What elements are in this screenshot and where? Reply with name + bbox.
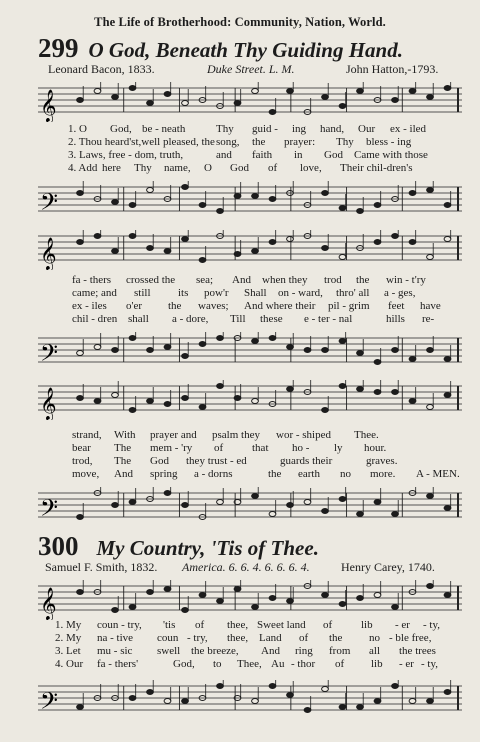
note-head xyxy=(147,101,154,106)
note-head xyxy=(199,593,206,598)
note-head xyxy=(77,191,84,196)
verse-block xyxy=(55,619,440,671)
bass-staff xyxy=(38,680,462,720)
staff-lines xyxy=(38,580,462,620)
note-head xyxy=(147,246,154,251)
staff-lines xyxy=(38,680,462,720)
note-head xyxy=(182,354,189,359)
note-head xyxy=(269,110,276,115)
hymn-number: 300 xyxy=(38,531,79,561)
note-head xyxy=(182,503,189,508)
clef: 𝄢 xyxy=(40,494,59,527)
note-head xyxy=(112,348,119,353)
note-head xyxy=(129,203,136,208)
note-head xyxy=(444,393,451,398)
note-head xyxy=(252,89,259,94)
note-head xyxy=(252,194,259,199)
note-head xyxy=(269,512,276,517)
lyric-line: 2. Thou heard'st,well pleased, the song, the prayer: Thy bless - ing xyxy=(68,136,412,148)
note-head xyxy=(409,89,416,94)
note-head xyxy=(269,197,276,202)
note-head xyxy=(164,491,171,496)
clef: 𝄞 xyxy=(40,237,57,270)
note-head xyxy=(77,396,84,401)
note-head xyxy=(147,590,154,595)
lyric-line: 2. My na - tive coun - try, thee, Land of the no - ble free, xyxy=(55,632,432,644)
note-head xyxy=(427,405,434,410)
note-head xyxy=(147,348,154,353)
hymn-author: Leonard Bacon, 1833. xyxy=(48,62,155,76)
note-head xyxy=(112,393,119,398)
note-head xyxy=(77,515,84,520)
note-head xyxy=(392,348,399,353)
note-head xyxy=(129,234,136,239)
note-head xyxy=(252,699,259,704)
note-head xyxy=(129,605,136,610)
note-head xyxy=(77,705,84,710)
note-head xyxy=(217,500,224,505)
lyric-line: fa - thers crossed the sea; And when they trod the win - t'ry xyxy=(72,274,426,286)
note-head xyxy=(112,503,119,508)
clef: 𝄞 xyxy=(40,89,57,122)
note-head xyxy=(444,506,451,511)
note-head xyxy=(147,188,154,193)
note-head xyxy=(427,584,434,589)
note-head xyxy=(427,188,434,193)
lyric-line: ex - iles o'er the waves; And where their pil - grim feet have xyxy=(72,300,441,312)
treble-staff xyxy=(38,580,462,620)
note-head xyxy=(129,86,136,91)
lyric-line: 3. Let mu - sic swell the breeze, And ring from all the trees xyxy=(55,645,436,657)
note-head xyxy=(217,209,224,214)
note-head xyxy=(234,252,241,257)
clef: 𝄢 xyxy=(40,339,59,372)
note-head xyxy=(322,593,329,598)
note-head xyxy=(357,512,364,517)
lyric-line: 4. Our fa - thers' God, to Thee, Au - thor of lib - er - ty, xyxy=(55,658,439,670)
note-head xyxy=(322,408,329,413)
note-head xyxy=(339,104,346,109)
note-head xyxy=(409,399,416,404)
bass-staff xyxy=(38,181,462,221)
note-head xyxy=(444,357,451,362)
note-head xyxy=(427,348,434,353)
staff-lines xyxy=(38,487,462,527)
note-head xyxy=(112,200,119,205)
note-head xyxy=(322,348,329,353)
note-head xyxy=(339,602,346,607)
lyric-line: came; and still its pow'r Shall on - ward, thro' all a - ges, xyxy=(72,287,416,299)
note-head xyxy=(164,699,171,704)
note-head xyxy=(287,693,294,698)
hymn-tune: America. 6. 6. 4. 6. 6. 6. 4. xyxy=(182,560,310,574)
note-head xyxy=(77,98,84,103)
note-head xyxy=(322,191,329,196)
note-head xyxy=(339,339,346,344)
hymn-title: My Country, 'Tis of Thee. xyxy=(96,536,319,560)
note-head xyxy=(182,185,189,190)
note-head xyxy=(94,399,101,404)
note-head xyxy=(392,684,399,689)
note-head xyxy=(392,512,399,517)
note-head xyxy=(77,590,84,595)
note-head xyxy=(182,237,189,242)
note-head xyxy=(357,209,364,214)
note-head xyxy=(287,387,294,392)
note-head xyxy=(94,89,101,94)
note-head xyxy=(339,497,346,502)
note-head xyxy=(427,699,434,704)
note-head xyxy=(374,593,381,598)
note-head xyxy=(252,339,259,344)
verse-block xyxy=(72,429,460,481)
note-head xyxy=(409,357,416,362)
note-head xyxy=(147,399,154,404)
verse-block xyxy=(72,274,441,326)
note-head xyxy=(392,390,399,395)
section-header: The Life of Brotherhood: Community, Nation, World. xyxy=(94,15,386,29)
note-head xyxy=(322,687,329,692)
note-head xyxy=(339,384,346,389)
note-head xyxy=(427,255,434,260)
verse-block xyxy=(68,123,428,175)
note-head xyxy=(444,593,451,598)
note-head xyxy=(444,690,451,695)
note-head xyxy=(357,89,364,94)
note-head xyxy=(234,396,241,401)
hymn-title-line xyxy=(38,33,403,64)
note-head xyxy=(287,237,294,242)
note-head xyxy=(182,699,189,704)
note-head xyxy=(444,203,451,208)
note-head xyxy=(217,384,224,389)
note-head xyxy=(182,396,189,401)
staff-lines xyxy=(38,82,462,122)
treble-staff xyxy=(38,230,462,270)
staff-lines xyxy=(38,181,462,221)
note-head xyxy=(164,345,171,350)
note-head xyxy=(339,206,346,211)
lyric-line: trod, The God they trust - ed guards their graves. xyxy=(72,455,398,467)
note-head xyxy=(374,360,381,365)
note-head xyxy=(409,191,416,196)
staff-lines xyxy=(38,230,462,270)
note-head xyxy=(374,500,381,505)
note-head xyxy=(164,249,171,254)
note-head xyxy=(129,696,136,701)
note-head xyxy=(392,98,399,103)
staff-lines xyxy=(38,380,462,420)
note-head xyxy=(199,258,206,263)
note-head xyxy=(444,237,451,242)
note-head xyxy=(217,684,224,689)
note-head xyxy=(252,399,259,404)
lyric-line: 3. Laws, free - dom, truth, and faith in God Came with those xyxy=(68,149,428,161)
note-head xyxy=(112,95,119,100)
hymn-composer: Henry Carey, 1740. xyxy=(341,560,435,574)
note-head xyxy=(252,494,259,499)
note-head xyxy=(374,390,381,395)
note-head xyxy=(357,596,364,601)
lyric-line: 1. O God, be - neath Thy guid - ing hand, Our ex - iled xyxy=(68,123,427,135)
note-head xyxy=(322,509,329,514)
note-head xyxy=(374,699,381,704)
note-head xyxy=(77,240,84,245)
note-head xyxy=(164,402,171,407)
note-head xyxy=(129,408,136,413)
note-head xyxy=(164,587,171,592)
note-head xyxy=(129,500,136,505)
note-head xyxy=(357,705,364,710)
lyric-line: chil - dren shall a - dore, Till these e - ter - nal hills re- xyxy=(72,313,435,325)
note-head xyxy=(357,351,364,356)
note-head xyxy=(269,240,276,245)
note-head xyxy=(147,690,154,695)
lyric-line: strand, With prayer and psalm they wor - shiped Thee. xyxy=(72,429,379,441)
note-head xyxy=(427,494,434,499)
note-head xyxy=(269,336,276,341)
clef: 𝄢 xyxy=(40,687,59,720)
note-head xyxy=(287,89,294,94)
note-head xyxy=(77,351,84,356)
note-head xyxy=(392,234,399,239)
note-head xyxy=(392,605,399,610)
hymn-composer: John Hatton,-1793. xyxy=(346,62,439,76)
note-head xyxy=(287,345,294,350)
treble-staff xyxy=(38,380,462,420)
lyric-line: move, And spring a - dorns the earth no more. A - MEN. xyxy=(72,468,460,480)
note-head xyxy=(94,345,101,350)
note-head xyxy=(112,249,119,254)
staff-lines xyxy=(38,332,462,372)
note-head xyxy=(199,203,206,208)
lyric-line: 1. My coun - try, 'tis of thee, Sweet land of lib - er - ty, xyxy=(55,619,441,631)
bass-staff xyxy=(38,487,462,527)
note-head xyxy=(234,194,241,199)
clef: 𝄢 xyxy=(40,188,59,221)
treble-staff xyxy=(38,82,462,122)
note-head xyxy=(409,699,416,704)
note-head xyxy=(252,249,259,254)
note-head xyxy=(409,240,416,245)
note-head xyxy=(199,405,206,410)
hymn-number: 299 xyxy=(38,33,79,63)
note-head xyxy=(234,587,241,592)
hymn-author: Samuel F. Smith, 1832. xyxy=(45,560,158,574)
note-head xyxy=(304,500,311,505)
hymn-title-line xyxy=(38,531,319,562)
note-head xyxy=(129,336,136,341)
hymn-tune: Duke Street. L. M. xyxy=(207,62,295,76)
note-head xyxy=(287,599,294,604)
note-head xyxy=(339,255,346,260)
note-head xyxy=(234,101,241,106)
note-head xyxy=(164,92,171,97)
note-head xyxy=(427,95,434,100)
note-head xyxy=(217,599,224,604)
hymn-title: O God, Beneath Thy Guiding Hand. xyxy=(88,38,403,62)
note-head xyxy=(182,608,189,613)
note-head xyxy=(322,95,329,100)
note-head xyxy=(199,342,206,347)
note-head xyxy=(339,705,346,710)
note-head xyxy=(304,348,311,353)
note-head xyxy=(322,246,329,251)
note-head xyxy=(252,605,259,610)
note-head xyxy=(217,336,224,341)
lyric-line: bear The mem - 'ry of that ho - ly hour. xyxy=(72,442,387,454)
lyric-line: 4. Add here Thy name, O God of love, Their chil-dren's xyxy=(68,162,413,174)
note-head xyxy=(304,708,311,713)
note-head xyxy=(182,101,189,106)
note-head xyxy=(357,387,364,392)
note-head xyxy=(444,86,451,91)
clef: 𝄞 xyxy=(40,587,57,620)
note-head xyxy=(94,234,101,239)
note-head xyxy=(287,503,294,508)
note-head xyxy=(269,684,276,689)
note-head xyxy=(374,240,381,245)
note-head xyxy=(112,608,119,613)
note-head xyxy=(269,596,276,601)
clef: 𝄞 xyxy=(40,387,57,420)
note-head xyxy=(374,203,381,208)
bass-staff xyxy=(38,332,462,372)
